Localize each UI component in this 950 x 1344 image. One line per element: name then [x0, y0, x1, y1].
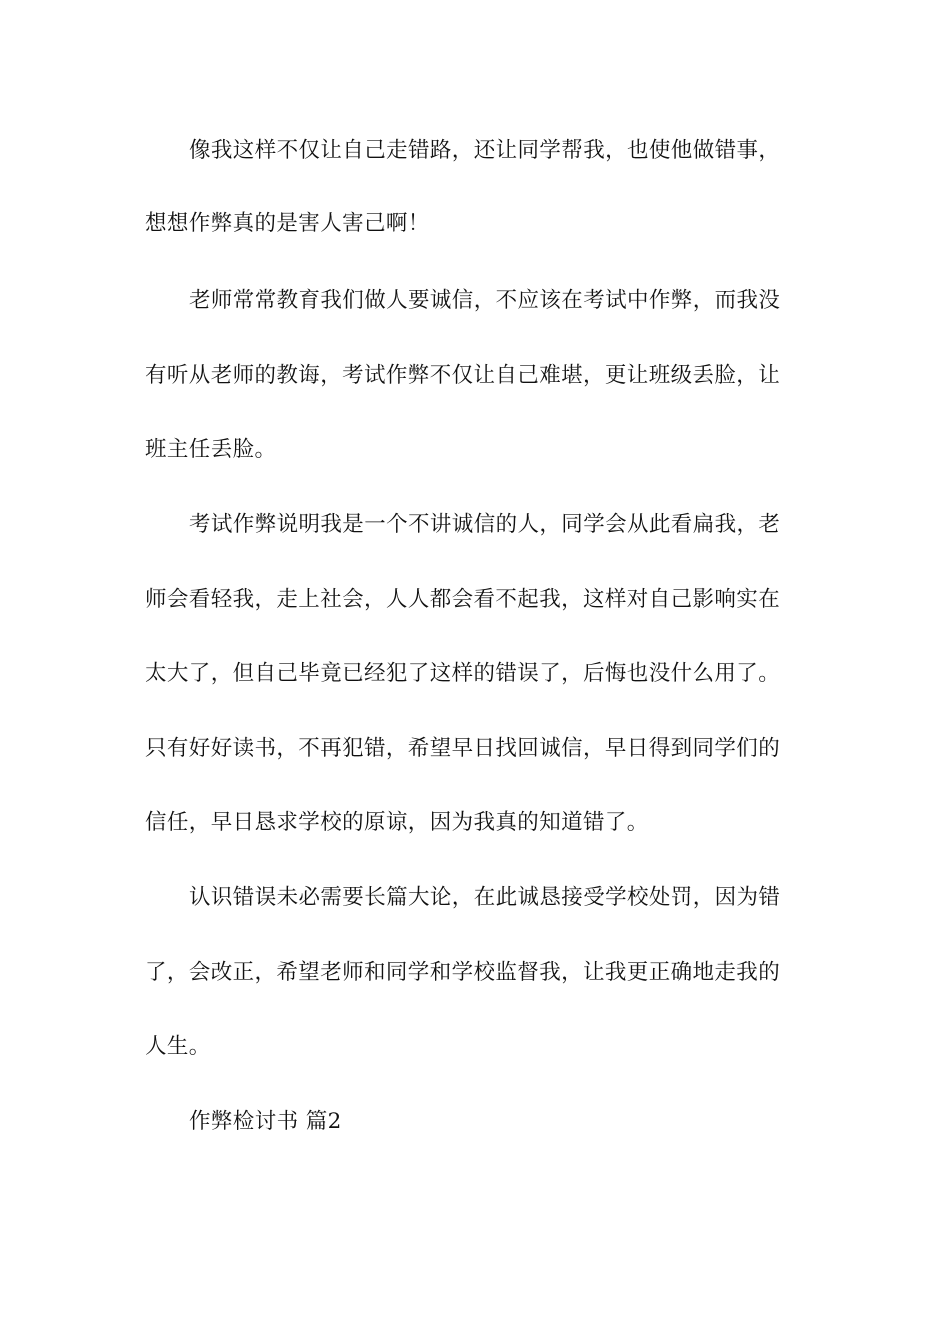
section-heading: 作弊检讨书 篇2	[189, 1109, 342, 1134]
paragraph-4-line-2: 了，会改正，希望老师和同学和学校监督我，让我更正确地走我的	[145, 960, 781, 985]
paragraph-4-line-1: 认识错误未必需要长篇大论，在此诚恳接受学校处罚，因为错	[189, 885, 781, 910]
paragraph-3-line-3: 太大了，但自己毕竟已经犯了这样的错误了，后悔也没什么用了。	[145, 661, 781, 686]
paragraph-2-line-1: 老师常常教育我们做人要诚信，不应该在考试中作弊，而我没	[189, 288, 781, 313]
paragraph-3-line-4: 只有好好读书，不再犯错，希望早日找回诚信，早日得到同学们的	[145, 736, 781, 761]
paragraph-3-line-5: 信任，早日恳求学校的原谅，因为我真的知道错了。	[145, 810, 649, 835]
paragraph-4-line-3: 人生。	[145, 1034, 211, 1059]
paragraph-1-line-1: 像我这样不仅让自己走错路，还让同学帮我，也使他做错事，	[189, 138, 781, 163]
paragraph-3-line-1: 考试作弊说明我是一个不讲诚信的人，同学会从此看扁我，老	[189, 512, 781, 537]
paragraph-1-line-2: 想想作弊真的是害人害己啊！	[145, 211, 430, 236]
paragraph-2-line-2: 有听从老师的教诲，考试作弊不仅让自己难堪，更让班级丢脸，让	[145, 363, 781, 388]
paragraph-3-line-2: 师会看轻我，走上社会，人人都会看不起我，这样对自己影响实在	[145, 587, 781, 612]
paragraph-2-line-3: 班主任丢脸。	[145, 437, 277, 462]
